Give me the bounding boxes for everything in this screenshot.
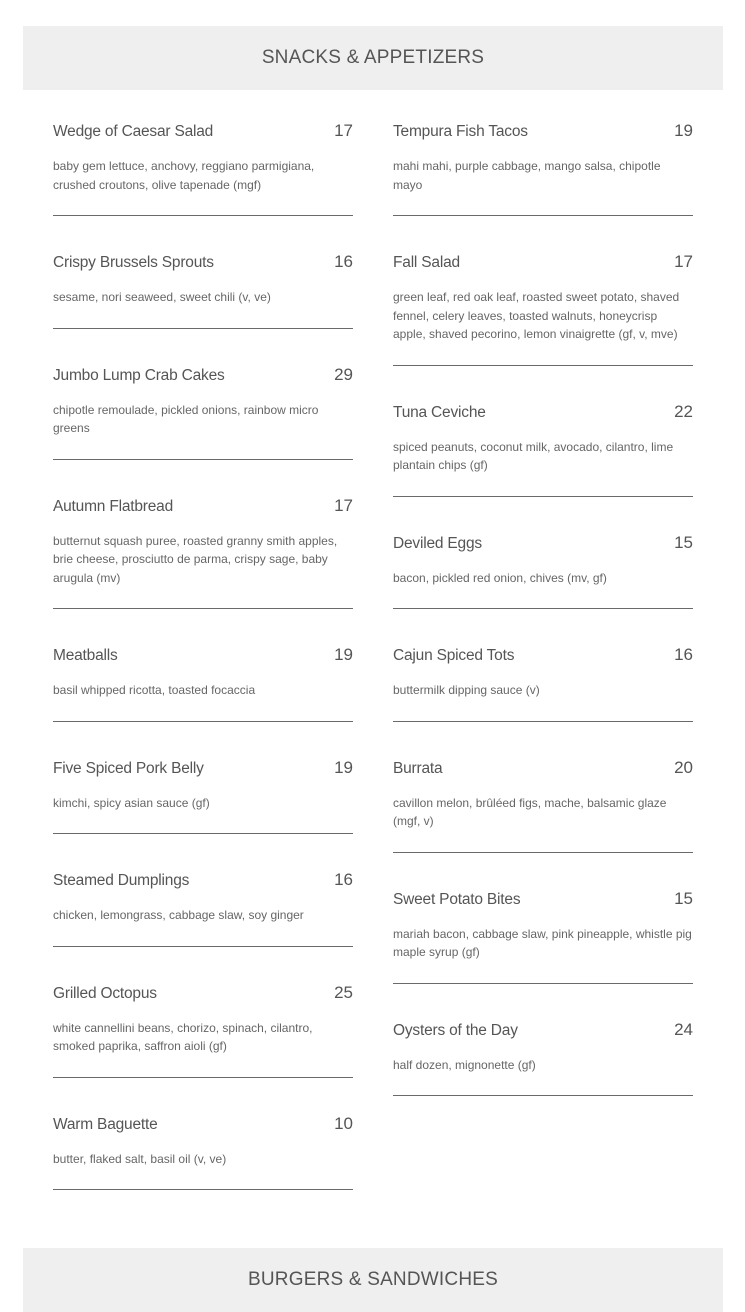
menu-item-description: mahi mahi, purple cabbage, mango salsa, chipotle mayo: [393, 159, 661, 192]
menu-column-right: [393, 117, 693, 1128]
menu-item: [53, 641, 353, 722]
menu-item-name: Jumbo Lump Crab Cakes: [53, 366, 225, 384]
menu-item: [53, 866, 353, 947]
section-title: BURGERS & SANDWICHES: [248, 1269, 498, 1290]
menu-item-name: Grilled Octopus: [53, 984, 157, 1002]
menu-item-description: chicken, lemongrass, cabbage slaw, soy ginger: [53, 908, 304, 922]
menu-item-description: kimchi, spicy asian sauce (gf): [53, 795, 210, 810]
section-header-snacks: [23, 26, 723, 90]
menu-item: [53, 361, 353, 460]
menu-item-price: 29: [334, 364, 353, 384]
menu-item-name: Tempura Fish Tacos: [393, 123, 528, 140]
menu-item: [53, 979, 353, 1078]
menu-item-header: [393, 529, 693, 557]
menu-item-description: butternut squash puree, roasted granny smith apples, brie cheese, prosciutto de parma, crispy sage, baby arugula (mv): [53, 533, 338, 585]
menu-item-header: [393, 398, 693, 426]
menu-item: [53, 492, 353, 610]
menu-item-description: half dozen, mignonette (gf): [393, 1057, 536, 1072]
menu-item: [393, 885, 693, 984]
menu-item-header: [393, 885, 693, 913]
menu-item-description: butter, flaked salt, basil oil (v, ve): [53, 1151, 227, 1166]
menu-item-price: 16: [674, 645, 693, 664]
menu-item-name: Fall Salad: [393, 254, 460, 271]
menu-item-header: [53, 492, 353, 520]
menu-item-price: 15: [674, 532, 693, 552]
menu-item-name: Tuna Ceviche: [393, 403, 486, 421]
menu-item-name: Burrata: [393, 759, 443, 777]
menu-item-header: [393, 117, 693, 145]
menu-item-description: baby gem lettuce, anchovy, reggiano parmigiana, crushed croutons, olive tapenade (mgf): [53, 159, 315, 192]
menu-item: [393, 529, 693, 610]
menu-item-description: basil whipped ricotta, toasted focaccia: [53, 683, 256, 697]
menu-item-price: 19: [674, 121, 693, 140]
menu-item-header: [393, 1016, 693, 1044]
menu-item-name: Wedge of Caesar Salad: [53, 123, 214, 140]
menu-item-description: mariah bacon, cabbage slaw, pink pineapple, whistle pig maple syrup (gf): [393, 926, 692, 959]
menu-item-name: Meatballs: [53, 647, 118, 664]
menu-item-name: Autumn Flatbread: [53, 497, 174, 515]
menu-item-price: 20: [674, 757, 693, 777]
section-title: SNACKS & APPETIZERS: [261, 47, 485, 68]
menu-item-header: [393, 754, 693, 782]
menu-item-price: 16: [334, 252, 353, 271]
menu-item-name: Cajun Spiced Tots: [393, 647, 515, 664]
menu-item-price: 22: [674, 401, 693, 421]
menu-item-name: Steamed Dumplings: [53, 872, 190, 889]
menu-item-description: white cannellini beans, chorizo, spinach, cilantro, smoked paprika, saffron aioli (gf): [53, 1020, 313, 1053]
menu-item-name: Crispy Brussels Sprouts: [53, 254, 214, 271]
menu-column-left: [53, 117, 353, 1222]
menu-item-header: [53, 1110, 353, 1138]
menu-item-header: [393, 248, 693, 276]
menu-item-name: Five Spiced Pork Belly: [53, 759, 204, 777]
menu-item: [53, 248, 353, 329]
menu-item-name: Oysters of the Day: [393, 1021, 518, 1039]
menu-item-description: buttermilk dipping sauce (v): [393, 683, 540, 697]
menu-item-name: Warm Baguette: [53, 1115, 158, 1133]
menu-item-name: Deviled Eggs: [393, 534, 482, 552]
menu-item: [393, 641, 693, 722]
menu-item: [393, 248, 693, 366]
menu-item-price: 17: [334, 495, 353, 515]
menu-item-header: [53, 979, 353, 1007]
menu-item-description: spiced peanuts, coconut milk, avocado, cilantro, lime plantain chips (gf): [393, 439, 674, 472]
menu-item-description: cavillon melon, brûléed figs, mache, balsamic glaze (mgf, v): [393, 795, 667, 828]
menu-item: [393, 398, 693, 497]
menu-item-description: bacon, pickled red onion, chives (mv, gf): [393, 570, 607, 585]
menu-item: [53, 1110, 353, 1191]
menu-item-price: 25: [334, 982, 353, 1002]
menu-item-header: [393, 641, 693, 669]
menu-item-header: [53, 754, 353, 782]
menu-item-price: 16: [334, 870, 353, 889]
menu-item-price: 19: [334, 757, 353, 777]
menu-item: [53, 754, 353, 835]
menu-item-price: 17: [674, 252, 693, 271]
menu-item-price: 15: [674, 888, 693, 908]
menu-item-description: chipotle remoulade, pickled onions, rainbow micro greens: [53, 402, 319, 435]
menu-item-name: Sweet Potato Bites: [393, 890, 521, 908]
menu-item-header: [53, 117, 353, 145]
menu-item-description: green leaf, red oak leaf, roasted sweet potato, shaved fennel, celery leaves, toasted walnuts, honeycrisp apple, shaved pecorino, lemon vinaigrette (gf, v, mve): [393, 290, 680, 341]
menu-item-price: 10: [334, 1113, 353, 1133]
menu-item: [393, 117, 693, 216]
menu-item: [53, 117, 353, 216]
menu-item: [393, 754, 693, 853]
menu-item-price: 17: [334, 121, 353, 140]
menu-item-header: [53, 361, 353, 389]
menu-item-description: sesame, nori seaweed, sweet chili (v, ve): [53, 290, 271, 304]
section-header-burgers: [23, 1248, 723, 1312]
menu-item-header: [53, 866, 353, 894]
menu-item-header: [53, 641, 353, 669]
menu-item: [393, 1016, 693, 1097]
menu-item-price: 24: [674, 1019, 693, 1039]
menu-item-header: [53, 248, 353, 276]
menu-item-price: 19: [334, 645, 353, 664]
